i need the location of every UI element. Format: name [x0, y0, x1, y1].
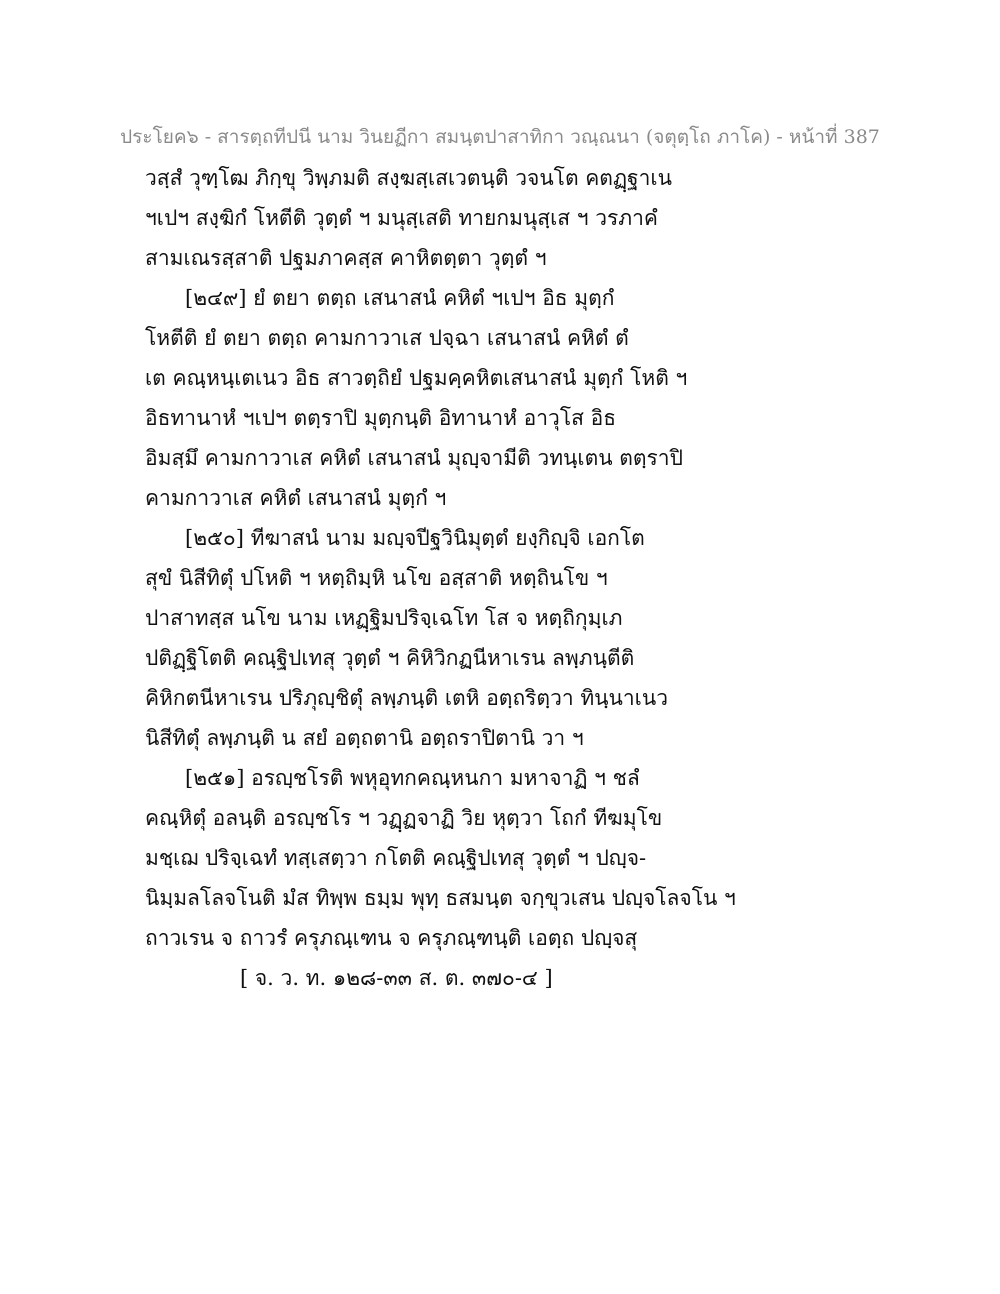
text-line: สุขํ นิสีทิตุํ ปโหติ ฯ หตฺถิมฺหิ นโข อสฺสาติ หตฺถินโข ฯ — [145, 566, 608, 590]
text-line: วสฺสํ วุฑฺโฒ ภิกฺขุ วิพฺภมติ สงฺฆสฺเสเวตนฺติ วจนโต คตฏฺฐาเน — [145, 166, 672, 190]
text-line: ถาวเรน จ ถาวรํ ครุภณฺเฑน จ ครุภณฺฑนฺติ เอตฺถ ปญฺจสุ — [145, 926, 638, 950]
source-reference: [ จ. ว. ท. ๑๒๘-๓๓ ส. ต. ๓๗๐-๔ ] — [240, 966, 553, 990]
text-line: สามเณรสฺสาติ ปฐมภาคสฺส คาหิตตฺตา วุตฺตํ ฯ — [145, 246, 547, 270]
text-line: อิธทานาหํ ฯเปฯ ตตฺราปิ มุตฺกนฺติ อิทานาหํ อาวุโส อิธ — [145, 406, 617, 430]
page-header: ประโยค๖ - สารตฺถทีปนี นาม วินยฏีกา สมนฺตปาสาทิกา วณฺณนา (จตุตฺโถ ภาโค) - หน้าที่ 387 — [120, 126, 880, 148]
text-line: มชฺเฌ ปริจฺเฉทํ ทสฺเสตฺวา กโตติ คณฺฐิปเทสุ วุตฺตํ ฯ ปญฺจ- — [145, 846, 647, 870]
text-line: คามกาวาเส คหิตํ เสนาสนํ มุตฺกํ ฯ — [145, 486, 447, 510]
text-line: ปติฏฺฐิโตติ คณฺฐิปเทสุ วุตฺตํ ฯ คิหิวิกฏนีหาเรน ลพฺภนฺตีติ — [145, 646, 635, 670]
text-line: คิหิกตนีหาเรน ปริภุญฺชิตุํ ลพฺภนฺติ เตหิ อตฺถริตฺวา ทินฺนาเนว — [145, 686, 669, 710]
text-line: ฯเปฯ สงฺฆิกํ โหตีติ วุตฺตํ ฯ มนุสฺเสติ ทายกมนุสฺเส ฯ วรภาคํ — [145, 206, 658, 230]
text-line: นิสีทิตุํ ลพฺภนฺติ น สยํ อตฺถตานิ อตฺถราปิตานิ วา ฯ — [145, 726, 584, 750]
paragraph-start-251: [๒๕๑] อรญฺชโรติ พหุอุทกคณฺหนกา มหาจาฏิ ฯ ชลํ — [185, 766, 640, 790]
text-line: เต คณฺหนฺเตเนว อิธ สาวตฺถิยํ ปฐมคฺคหิตเสนาสนํ มุตฺกํ โหติ ฯ — [145, 366, 688, 390]
body-text — [145, 158, 865, 998]
text-line: อิมสฺมึ คามกาวาเส คหิตํ เสนาสนํ มุญฺจามีติ วทนฺเตน ตตฺราปิ — [145, 446, 683, 470]
text-line: ปาสาทสฺส นโข นาม เหฏฺฐิมปริจฺเฉโท โส จ หตฺถิกุมฺเภ — [145, 606, 623, 630]
text-line: นิมฺมลโลจโนติ มํส ทิพฺพ ธมฺม พุทฺ ธสมนฺต จกฺขุวเสน ปญฺจโลจโน ฯ — [145, 886, 736, 910]
text-line: โหตีติ ยํ ตยา ตตฺถ คามกาวาเส ปจฺฉา เสนาสนํ คหิตํ ตํ — [145, 326, 629, 350]
text-line: คณฺหิตุํ อลนฺติ อรญฺชโร ฯ วฏฺฏจาฏิ วิย หุตฺวา โถกํ ทีฆมุโข — [145, 806, 663, 830]
paragraph-start-249: [๒๔๙] ยํ ตยา ตตฺถ เสนาสนํ คหิตํ ฯเปฯ อิธ มุตฺกํ — [185, 286, 615, 310]
paragraph-start-250: [๒๕๐] ทีฆาสนํ นาม มญฺจปีฐวินิมุตฺตํ ยงฺกิญฺจิ เอกโต — [185, 526, 645, 550]
